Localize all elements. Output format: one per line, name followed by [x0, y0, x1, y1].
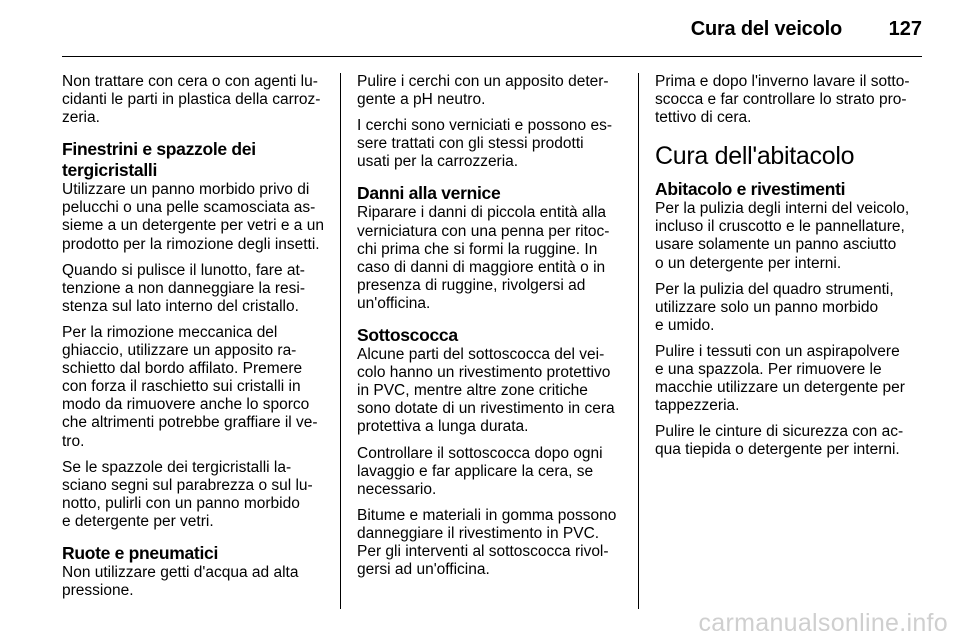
text-line: usare solamente un panno asciutto [655, 236, 897, 254]
paragraph [655, 73, 917, 127]
subsection-heading [357, 183, 619, 204]
subsection-heading [62, 139, 324, 181]
text-line: e detergente per vetri. [62, 512, 214, 530]
subsection-heading [655, 179, 917, 200]
paragraph [655, 200, 917, 272]
text-line: Prima e dopo l'inverno lavare il sotto- [655, 73, 910, 90]
text-line: tappezzeria. [655, 397, 740, 415]
section-title: Cura del veicolo [690, 18, 842, 40]
text-line: un'officina. [357, 294, 431, 312]
text-line: utilizzare solo un panno morbido [655, 298, 879, 316]
paragraph [62, 459, 324, 531]
text-line: in PVC, mentre altre zone critiche [357, 382, 588, 400]
text-line: e umido. [655, 316, 715, 334]
paragraph [357, 507, 619, 579]
text-line: Riparare i danni di piccola entità alla [357, 204, 607, 222]
text-line: tro. [62, 432, 85, 450]
text-line: sieme a un detergente per vetri e a un [62, 217, 324, 235]
text-line: Per la pulizia del quadro strumenti, [655, 280, 894, 298]
text-line: Quando si pulisce il lunotto, fare at- [62, 261, 305, 279]
text-line: qua tiepida o detergente per interni. [655, 441, 900, 459]
text-line: Pulire i cerchi con un apposito deter- [357, 73, 609, 90]
text-line: chi prima che si formi la ruggine. In [357, 240, 598, 258]
text-column-2 [357, 73, 619, 587]
text-line: protettiva a lunga durata. [357, 418, 529, 436]
text-line: ghiaccio, utilizzare un apposito ra- [62, 342, 297, 360]
text-line: tettivo di cera. [655, 109, 752, 127]
text-line: necessario. [357, 480, 437, 498]
text-line: modo da rimuovere anche lo sporco [62, 396, 310, 414]
column-divider-2 [638, 73, 639, 609]
text-line: tenzione a non danneggiare la resi- [62, 279, 306, 297]
text-line: usati per la carrozzeria. [357, 153, 519, 171]
text-line: prodotto per la rimozione degli insetti. [62, 235, 320, 253]
text-line: che altrimenti potrebbe graffiare il ve- [62, 414, 318, 432]
text-line: stenza sul lato interno del cristallo. [62, 297, 299, 315]
text-line: scocca e far controllare lo strato pro- [655, 91, 907, 109]
paragraph [357, 204, 619, 313]
text-line: incluso il cruscotto e le pannellature, [655, 218, 905, 236]
paragraph [62, 181, 324, 253]
text-line: pressione. [62, 582, 134, 600]
text-column-3 [655, 73, 917, 468]
text-line: Per la rimozione meccanica del [62, 323, 278, 341]
text-line: cidanti le parti in plastica della carroz- [62, 91, 321, 109]
text-line: gente a pH neutro. [357, 91, 486, 109]
text-line: e una spazzola. Per rimuovere le [655, 361, 882, 379]
text-line: Cura dell'abitacolo [655, 142, 855, 171]
text-line: Abitacolo e rivestimenti [655, 179, 846, 200]
paragraph [357, 117, 619, 171]
text-line: Per la pulizia degli interni del veicolo, [655, 200, 910, 218]
text-line: gersi ad un'officina. [357, 561, 490, 579]
paragraph [357, 346, 619, 436]
paragraph [655, 281, 917, 335]
text-line: Non utilizzare getti d'acqua ad alta [62, 563, 299, 581]
paragraph [62, 564, 324, 600]
paragraph [357, 73, 619, 109]
text-line: sono dotate di un rivestimento in cera [357, 400, 615, 418]
page-number: 127 [888, 18, 922, 40]
column-divider-1 [340, 73, 341, 609]
paragraph [62, 324, 324, 451]
text-line: sere trattati con gli stessi prodotti [357, 135, 584, 153]
text-line: Pulire i tessuti con un aspirapolvere [655, 342, 900, 360]
watermark: carmanualsonline.info [698, 609, 948, 637]
text-line: Sottoscocca [357, 325, 458, 346]
text-line: pelucchi o una pelle scamosciata as- [62, 199, 316, 217]
text-line: sciano segni sul parabrezza o sul lu- [62, 476, 313, 494]
subsection-heading [357, 325, 619, 346]
text-line: Non trattare con cera o con agenti lu- [62, 73, 318, 90]
text-line: con forza il raschietto sui cristalli in [62, 378, 301, 396]
text-line: Finestrini e spazzole dei [62, 139, 256, 160]
text-line: Controllare il sottoscocca dopo ogni [357, 444, 603, 462]
text-line: lavaggio e far applicare la cera, se [357, 462, 594, 480]
text-line: schietto dal bordo affilato. Premere [62, 360, 303, 378]
page-header [62, 0, 922, 57]
text-line: I cerchi sono verniciati e possono es- [357, 117, 613, 135]
paragraph [655, 343, 917, 415]
text-line: Utilizzare un panno morbido privo di [62, 181, 310, 199]
text-line: colo hanno un rivestimento protettivo [357, 364, 611, 382]
section-heading [655, 141, 917, 171]
text-line: Alcune parti del sottoscocca del vei- [357, 346, 605, 364]
text-line: danneggiare il rivestimento in PVC. [357, 524, 600, 542]
text-line: Per gli interventi al sottoscocca rivol- [357, 542, 609, 560]
paragraph [357, 445, 619, 499]
text-line: Ruote e pneumatici [62, 542, 219, 563]
text-line: tergicristalli [62, 160, 158, 181]
text-line: caso di danni di maggiore entità o in [357, 258, 606, 276]
text-line: notto, pulirli con un panno morbido [62, 494, 300, 512]
text-line: verniciatura con una penna per ritoc- [357, 222, 610, 240]
text-line: Pulire le cinture di sicurezza con ac- [655, 423, 904, 441]
paragraph [62, 262, 324, 316]
paragraph [655, 423, 917, 459]
text-line: Danni alla vernice [357, 183, 501, 204]
text-line: Bitume e materiali in gomma possono [357, 506, 617, 524]
subsection-heading [62, 543, 324, 564]
text-line: o un detergente per interni. [655, 254, 842, 272]
text-line: zeria. [62, 109, 100, 127]
text-line: macchie utilizzare un detergente per [655, 379, 905, 397]
text-column-1 [62, 73, 324, 608]
paragraph [62, 73, 324, 127]
text-line: presenza di ruggine, rivolgersi ad [357, 276, 586, 294]
text-line: Se le spazzole dei tergicristalli la- [62, 458, 292, 476]
